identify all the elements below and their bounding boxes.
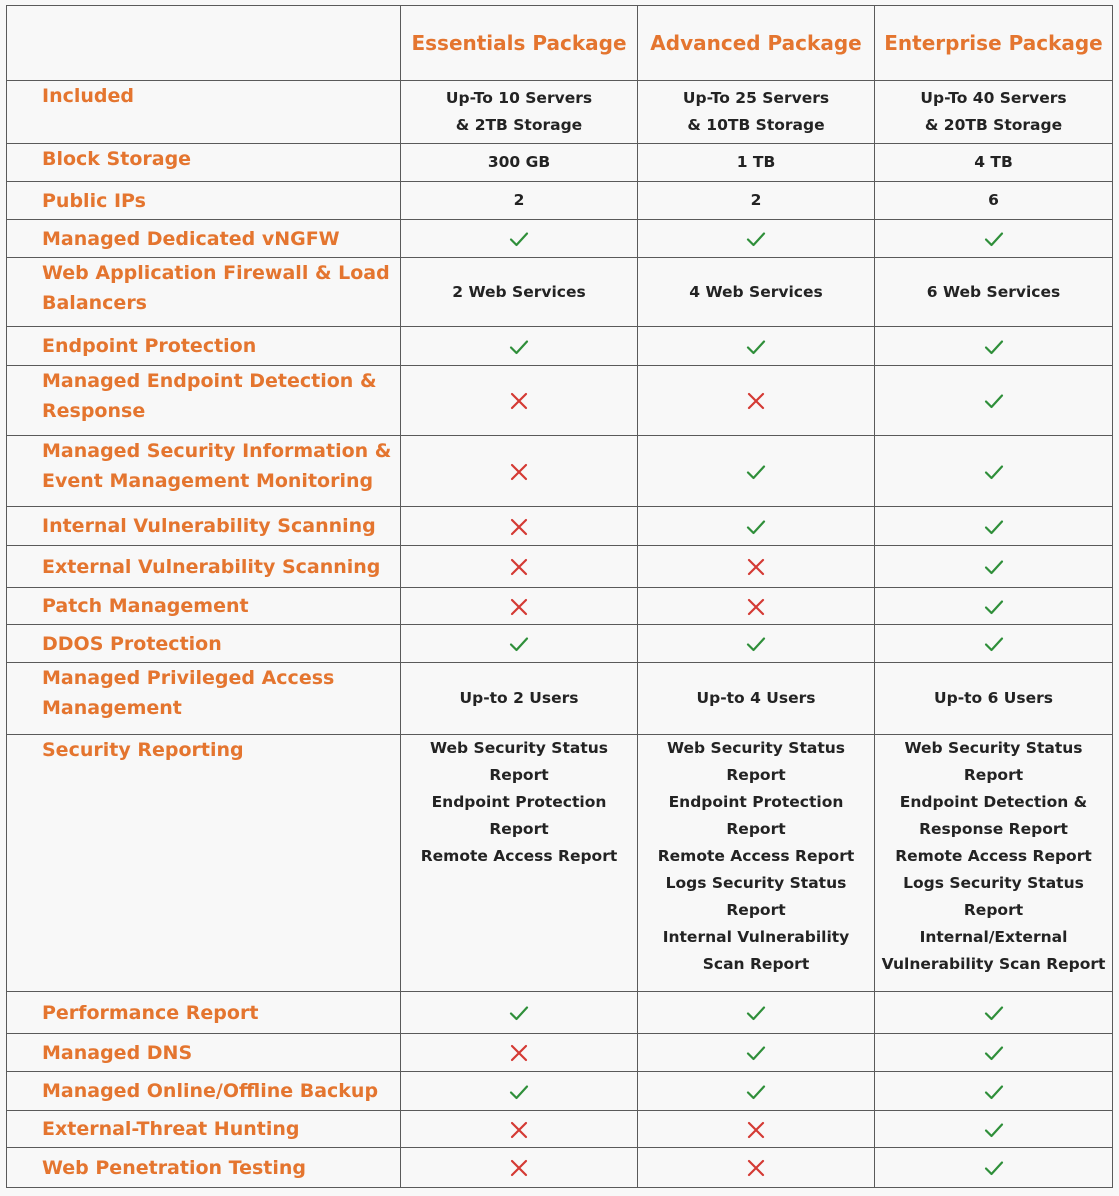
advanced-value-cell bbox=[638, 81, 875, 144]
value-line: & 20TB Storage bbox=[924, 116, 1063, 134]
value-line: Up-To 40 Servers bbox=[920, 89, 1067, 107]
cross-icon bbox=[508, 1159, 530, 1177]
header-row bbox=[7, 6, 1113, 81]
enterprise-included-cell bbox=[875, 625, 1113, 663]
advanced-value-cell bbox=[638, 735, 875, 992]
enterprise-value-cell: 4 TB bbox=[875, 144, 1113, 182]
feature-label-security-reporting: Security Reporting bbox=[7, 735, 401, 992]
advanced-not-included-cell bbox=[638, 1111, 875, 1148]
feature-label-public-ips: Public IPs bbox=[7, 182, 401, 220]
feature-label-internal-vulnerability-scanning: Internal Vulnerability Scanning bbox=[7, 507, 401, 546]
essentials-included-cell bbox=[401, 327, 638, 366]
value-line: Logs Security Status bbox=[903, 874, 1084, 892]
checkmark-icon bbox=[745, 1044, 767, 1062]
table-row bbox=[7, 735, 1113, 992]
feature-label-ddos-protection: DDOS Protection bbox=[7, 625, 401, 663]
value-line: Report bbox=[963, 766, 1024, 784]
enterprise-value-cell bbox=[875, 81, 1113, 144]
table-row bbox=[7, 588, 1113, 625]
advanced-value-cell: 1 TB bbox=[638, 144, 875, 182]
essentials-not-included-cell bbox=[401, 1111, 638, 1148]
table-row bbox=[7, 546, 1113, 588]
cross-icon bbox=[508, 1044, 530, 1062]
value-line: Remote Access Report bbox=[420, 847, 618, 865]
feature-label-included: Included bbox=[7, 81, 401, 144]
checkmark-icon bbox=[508, 338, 530, 356]
enterprise-included-cell bbox=[875, 1034, 1113, 1072]
value-line: Up-To 25 Servers bbox=[682, 89, 830, 107]
checkmark-icon bbox=[745, 1004, 767, 1022]
cross-icon bbox=[508, 1121, 530, 1139]
checkmark-icon bbox=[983, 635, 1005, 653]
enterprise-included-cell bbox=[875, 588, 1113, 625]
checkmark-icon bbox=[983, 463, 1005, 481]
checkmark-icon bbox=[745, 635, 767, 653]
advanced-included-cell bbox=[638, 507, 875, 546]
essentials-value-cell: Up-to 2 Users bbox=[401, 663, 638, 735]
checkmark-icon bbox=[508, 230, 530, 248]
essentials-value-cell bbox=[401, 81, 638, 144]
essentials-value-cell bbox=[401, 735, 638, 992]
advanced-included-cell bbox=[638, 625, 875, 663]
value-line: Endpoint Protection bbox=[431, 793, 607, 811]
essentials-not-included-cell bbox=[401, 436, 638, 507]
checkmark-icon bbox=[983, 230, 1005, 248]
value-line: Report bbox=[726, 901, 786, 919]
enterprise-value-cell bbox=[875, 735, 1113, 992]
feature-label-patch-management: Patch Management bbox=[7, 588, 401, 625]
essentials-value-cell: 2 Web Services bbox=[401, 258, 638, 327]
essentials-value-cell: 2 bbox=[401, 182, 638, 220]
essentials-value-cell: 300 GB bbox=[401, 144, 638, 182]
enterprise-included-cell bbox=[875, 1072, 1113, 1111]
value-line: Logs Security Status bbox=[665, 874, 847, 892]
checkmark-icon bbox=[508, 1083, 530, 1101]
essentials-not-included-cell bbox=[401, 1034, 638, 1072]
value-line: & 10TB Storage bbox=[687, 116, 825, 134]
table-row bbox=[7, 436, 1113, 507]
checkmark-icon bbox=[983, 518, 1005, 536]
advanced-included-cell bbox=[638, 436, 875, 507]
feature-label-managed-dedicated-vngfw: Managed Dedicated vNGFW bbox=[7, 220, 401, 258]
essentials-not-included-cell bbox=[401, 588, 638, 625]
enterprise-included-cell bbox=[875, 366, 1113, 436]
advanced-not-included-cell bbox=[638, 1148, 875, 1188]
checkmark-icon bbox=[983, 558, 1005, 576]
value-line: Report bbox=[963, 901, 1024, 919]
checkmark-icon bbox=[745, 1083, 767, 1101]
value-line: Remote Access Report bbox=[895, 847, 1092, 865]
value-line: Report bbox=[489, 820, 549, 838]
advanced-included-cell bbox=[638, 220, 875, 258]
value-line: Web Security Status bbox=[429, 739, 608, 757]
advanced-included-cell bbox=[638, 327, 875, 366]
essentials-included-cell bbox=[401, 625, 638, 663]
package-header-advanced: Advanced Package bbox=[638, 6, 875, 81]
value-line: Endpoint Detection & bbox=[899, 793, 1088, 811]
essentials-not-included-cell bbox=[401, 507, 638, 546]
cross-icon bbox=[508, 558, 530, 576]
value-line: Response Report bbox=[919, 820, 1068, 838]
package-header-essentials: Essentials Package bbox=[401, 6, 638, 81]
enterprise-included-cell bbox=[875, 436, 1113, 507]
enterprise-included-cell bbox=[875, 1111, 1113, 1148]
table-row bbox=[7, 220, 1113, 258]
enterprise-included-cell bbox=[875, 327, 1113, 366]
value-line: Internal Vulnerability bbox=[662, 928, 850, 946]
essentials-included-cell bbox=[401, 1072, 638, 1111]
advanced-value-cell: 4 Web Services bbox=[638, 258, 875, 327]
cross-icon bbox=[745, 598, 767, 616]
advanced-value-cell: Up-to 4 Users bbox=[638, 663, 875, 735]
feature-label-managed-online-offline-backup: Managed Online/Offline Backup bbox=[7, 1072, 401, 1111]
checkmark-icon bbox=[983, 392, 1005, 410]
essentials-not-included-cell bbox=[401, 546, 638, 588]
value-line: Remote Access Report bbox=[657, 847, 855, 865]
enterprise-included-cell bbox=[875, 992, 1113, 1034]
table-row bbox=[7, 1111, 1113, 1148]
feature-label-managed-endpoint-detection-and-response: Managed Endpoint Detection & Response bbox=[7, 366, 401, 436]
table-row bbox=[7, 1072, 1113, 1111]
essentials-included-cell bbox=[401, 220, 638, 258]
value-line: Up-To 10 Servers bbox=[445, 89, 593, 107]
table-row bbox=[7, 1034, 1113, 1072]
value-line: Vulnerability Scan Report bbox=[881, 955, 1106, 973]
checkmark-icon bbox=[745, 463, 767, 481]
checkmark-icon bbox=[983, 1044, 1005, 1062]
enterprise-value-cell: 6 Web Services bbox=[875, 258, 1113, 327]
table-row bbox=[7, 625, 1113, 663]
table-row bbox=[7, 663, 1113, 735]
enterprise-included-cell bbox=[875, 1148, 1113, 1188]
feature-label-web-penetration-testing: Web Penetration Testing bbox=[7, 1148, 401, 1188]
table-row bbox=[7, 144, 1113, 182]
cross-icon bbox=[745, 1159, 767, 1177]
value-line: Endpoint Protection bbox=[668, 793, 844, 811]
checkmark-icon bbox=[983, 1083, 1005, 1101]
package-comparison-table bbox=[6, 5, 1113, 1188]
value-line: Report bbox=[726, 766, 786, 784]
advanced-not-included-cell bbox=[638, 588, 875, 625]
feature-label-external-threat-hunting: External-Threat Hunting bbox=[7, 1111, 401, 1148]
cross-icon bbox=[745, 392, 767, 410]
feature-label-managed-privileged-access-management: Managed Privileged Access Management bbox=[7, 663, 401, 735]
enterprise-included-cell bbox=[875, 507, 1113, 546]
advanced-value-cell: 2 bbox=[638, 182, 875, 220]
checkmark-icon bbox=[983, 1159, 1005, 1177]
feature-label-web-application-firewall-and-load-balancers: Web Application Firewall & Load Balancers bbox=[7, 258, 401, 327]
cross-icon bbox=[508, 518, 530, 536]
table-row bbox=[7, 1148, 1113, 1188]
feature-label-external-vulnerability-scanning: External Vulnerability Scanning bbox=[7, 546, 401, 588]
enterprise-included-cell bbox=[875, 546, 1113, 588]
feature-label-block-storage: Block Storage bbox=[7, 144, 401, 182]
value-line: Report bbox=[726, 820, 786, 838]
table-row bbox=[7, 327, 1113, 366]
value-line: & 2TB Storage bbox=[455, 116, 583, 134]
cross-icon bbox=[745, 558, 767, 576]
checkmark-icon bbox=[508, 635, 530, 653]
table-row bbox=[7, 258, 1113, 327]
feature-label-performance-report: Performance Report bbox=[7, 992, 401, 1034]
advanced-not-included-cell bbox=[638, 366, 875, 436]
value-line: Internal/External bbox=[919, 928, 1068, 946]
cross-icon bbox=[508, 392, 530, 410]
value-line: Web Security Status bbox=[666, 739, 845, 757]
advanced-included-cell bbox=[638, 1034, 875, 1072]
value-line: Web Security Status bbox=[904, 739, 1083, 757]
advanced-not-included-cell bbox=[638, 546, 875, 588]
feature-label-managed-security-information-and-event-management-monitoring: Managed Security Information & Event Management Monitoring bbox=[7, 436, 401, 507]
advanced-included-cell bbox=[638, 992, 875, 1034]
table-row bbox=[7, 81, 1113, 144]
feature-label-endpoint-protection: Endpoint Protection bbox=[7, 327, 401, 366]
table-row bbox=[7, 182, 1113, 220]
enterprise-value-cell: Up-to 6 Users bbox=[875, 663, 1113, 735]
essentials-not-included-cell bbox=[401, 366, 638, 436]
table-row bbox=[7, 366, 1113, 436]
feature-label-managed-dns: Managed DNS bbox=[7, 1034, 401, 1072]
enterprise-value-cell: 6 bbox=[875, 182, 1113, 220]
checkmark-icon bbox=[508, 1004, 530, 1022]
cross-icon bbox=[508, 463, 530, 481]
advanced-included-cell bbox=[638, 1072, 875, 1111]
value-line: Report bbox=[489, 766, 549, 784]
corner-cell bbox=[7, 6, 401, 81]
checkmark-icon bbox=[983, 1004, 1005, 1022]
package-header-enterprise: Enterprise Package bbox=[875, 6, 1113, 81]
checkmark-icon bbox=[983, 598, 1005, 616]
essentials-not-included-cell bbox=[401, 1148, 638, 1188]
essentials-included-cell bbox=[401, 992, 638, 1034]
checkmark-icon bbox=[745, 518, 767, 536]
enterprise-included-cell bbox=[875, 220, 1113, 258]
value-line: Scan Report bbox=[702, 955, 810, 973]
checkmark-icon bbox=[983, 338, 1005, 356]
table-row bbox=[7, 992, 1113, 1034]
table-row bbox=[7, 507, 1113, 546]
checkmark-icon bbox=[745, 338, 767, 356]
cross-icon bbox=[745, 1121, 767, 1139]
cross-icon bbox=[508, 598, 530, 616]
checkmark-icon bbox=[745, 230, 767, 248]
checkmark-icon bbox=[983, 1121, 1005, 1139]
